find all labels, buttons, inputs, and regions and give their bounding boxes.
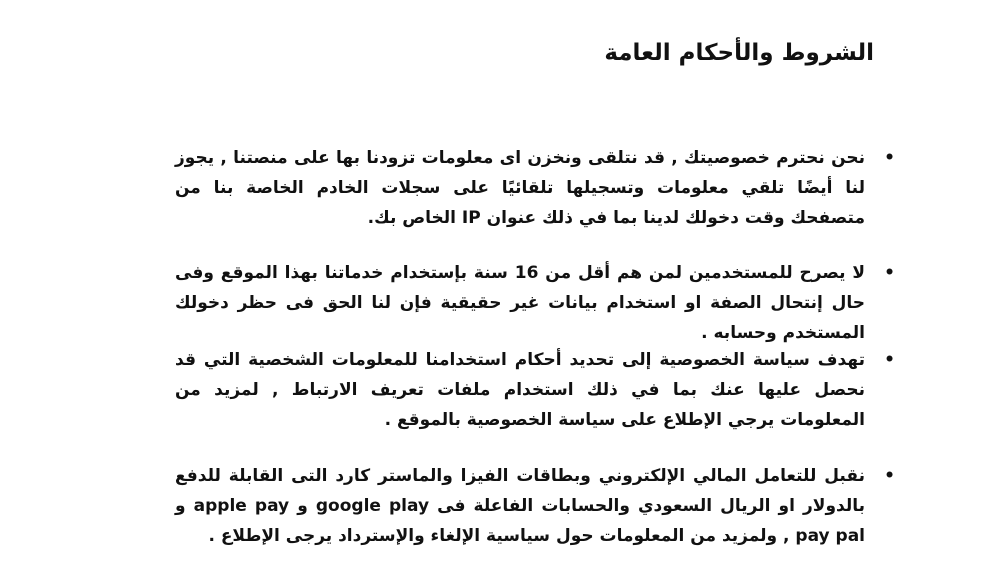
- bullet-icon: •: [884, 350, 895, 370]
- page-title: الشروط والأحكام العامة: [604, 40, 874, 66]
- terms-list-item: [175, 143, 895, 233]
- term-text: لا يصرح للمستخدمين لمن هم أقل من 16 سنة بإستخدام خدماتنا بهذا الموقع وفى حال إنتحال الصفة او استخدام بيانات غير حقيقية فإن لنا الحق فى حظر دخولك المستخدم وحسابه .: [175, 263, 865, 343]
- bullet-icon: •: [884, 466, 895, 486]
- terms-list-item: [175, 345, 895, 435]
- bullet-icon: •: [884, 263, 895, 283]
- terms-list-item: [175, 461, 895, 551]
- bullet-icon: •: [884, 148, 895, 168]
- term-text: نحن نحترم خصوصيتك , قد نتلقى ونخزن اى معلومات تزودنا بها على منصتنا , يجوز لنا أيضًا تلقي معلومات وتسجيلها تلقائيًا على سجلات الخادم الخاصة بنا من متصفحك وقت دخولك لدينا بما في ذلك عنوان IP الخاص بك.: [175, 148, 865, 228]
- term-text: تهدف سياسة الخصوصية إلى تحديد أحكام استخدامنا للمعلومات الشخصية التي قد نحصل عليها عنك بما في ذلك استخدام ملفات تعريف الارتباط , لمزيد من المعلومات يرجي الإطلاع على سياسة الخصوصية بالموقع .: [175, 350, 865, 430]
- terms-list-item: [175, 258, 895, 348]
- term-text: نقبل للتعامل المالي الإلكتروني وبطاقات الفيزا والماستر كارد التى القابلة للدفع بالدولار او الريال السعودي والحسابات الفاعلة فى google play و apple pay و pay pal , ولمزيد من المعلومات حول سياسية الإلغاء والإسترداد يرجى الإطلاع .: [175, 466, 865, 546]
